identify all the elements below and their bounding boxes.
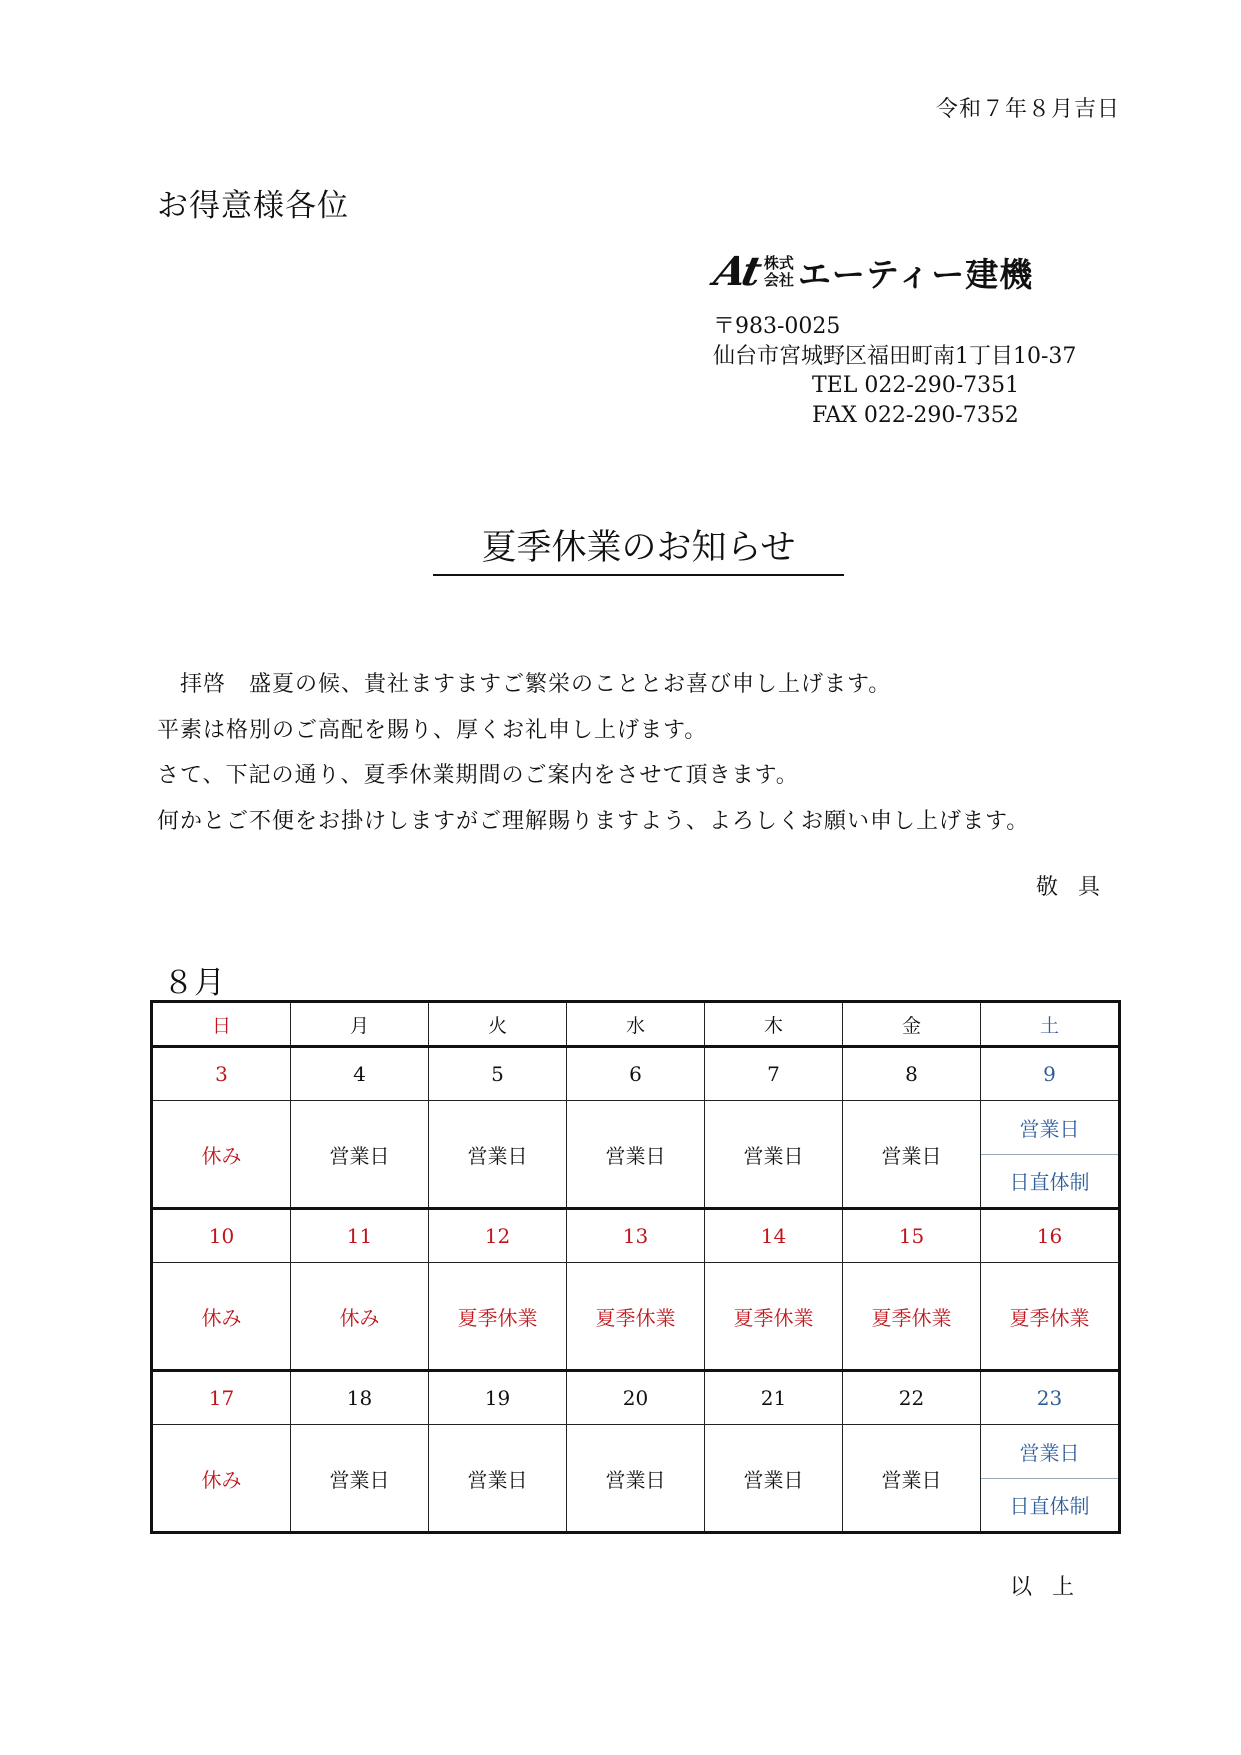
day-number: 13 [567, 1209, 705, 1263]
day-number: 7 [705, 1047, 843, 1101]
day-status: 営業日 [981, 1425, 1118, 1479]
day-number: 21 [705, 1371, 843, 1425]
day-status: 休み [152, 1101, 291, 1209]
calendar-status-row [152, 1101, 1120, 1209]
day-number: 4 [291, 1047, 429, 1101]
calendar-status-row [152, 1263, 1120, 1371]
day-status-split [981, 1425, 1120, 1533]
day-number: 6 [567, 1047, 705, 1101]
calendar-day-row [152, 1047, 1120, 1101]
day-status: 夏季休業 [981, 1263, 1120, 1371]
calendar-month: ８月 [163, 965, 225, 1001]
company-tel: TEL 022-290-7351 [812, 373, 1020, 398]
header-wed: 水 [567, 1002, 705, 1047]
day-status: 休み [291, 1263, 429, 1371]
day-status: 営業日 [705, 1425, 843, 1533]
ijou: 以上 [1010, 1575, 1095, 1600]
page-title: 夏季休業のお知らせ [433, 520, 844, 576]
body-line: 平素は格別のご高配を賜り、厚くお礼申し上げます。 [157, 718, 708, 743]
day-status: 夏季休業 [567, 1263, 705, 1371]
body-line: さて、下記の通り、夏季休業期間のご案内をさせて頂きます。 [157, 763, 799, 788]
day-status: 営業日 [291, 1101, 429, 1209]
company-address: 仙台市宮城野区福田町南1丁目10-37 [713, 344, 1077, 369]
day-status: 営業日 [429, 1425, 567, 1533]
day-status: 休み [152, 1263, 291, 1371]
day-number: 11 [291, 1209, 429, 1263]
document-date: 令和７年８月吉日 [935, 97, 1120, 122]
logo-mark: At [710, 248, 763, 295]
day-status: 営業日 [981, 1101, 1118, 1155]
calendar-header-row [152, 1002, 1120, 1047]
company-logo [710, 248, 1034, 295]
day-number: 14 [705, 1209, 843, 1263]
header-sun: 日 [152, 1002, 291, 1047]
logo-kabushiki: 株式 [763, 254, 794, 272]
day-number: 23 [981, 1371, 1120, 1425]
day-number: 10 [152, 1209, 291, 1263]
day-duty-status: 日直体制 [1009, 1494, 1090, 1519]
day-number: 8 [843, 1047, 981, 1101]
day-number: 3 [152, 1047, 291, 1101]
header-fri: 金 [843, 1002, 981, 1047]
day-status-split [981, 1101, 1120, 1209]
header-tue: 火 [429, 1002, 567, 1047]
day-status: 営業日 [705, 1101, 843, 1209]
postal-code: 〒983-0025 [713, 314, 841, 339]
day-status: 営業日 [291, 1425, 429, 1533]
day-status: 夏季休業 [843, 1263, 981, 1371]
day-duty-status: 日直体制 [1009, 1170, 1090, 1195]
calendar-status-row [152, 1425, 1120, 1533]
calendar-day-row [152, 1371, 1120, 1425]
day-number: 17 [152, 1371, 291, 1425]
day-status: 夏季休業 [429, 1263, 567, 1371]
day-number: 22 [843, 1371, 981, 1425]
holiday-calendar [150, 1000, 1121, 1534]
day-number: 16 [981, 1209, 1120, 1263]
recipient: お得意様各位 [157, 188, 349, 224]
body-line: 拝啓 盛夏の候、貴社ますますご繁栄のこととお喜び申し上げます。 [157, 672, 892, 697]
day-number: 5 [429, 1047, 567, 1101]
header-mon: 月 [291, 1002, 429, 1047]
day-status: 営業日 [843, 1101, 981, 1209]
day-status: 休み [152, 1425, 291, 1533]
body-line: 何かとご不便をお掛けしますがご理解賜りますよう、よろしくお願い申し上げます。 [157, 809, 1030, 834]
day-number: 15 [843, 1209, 981, 1263]
day-status: 夏季休業 [705, 1263, 843, 1371]
day-status: 営業日 [429, 1101, 567, 1209]
day-number: 12 [429, 1209, 567, 1263]
logo-company-name: エーティー建機 [797, 254, 1034, 294]
calendar-day-row [152, 1209, 1120, 1263]
header-thu: 木 [705, 1002, 843, 1047]
day-status: 営業日 [567, 1425, 705, 1533]
day-status: 営業日 [567, 1101, 705, 1209]
header-sat: 土 [981, 1002, 1120, 1047]
logo-kabushiki-kaisha [764, 255, 794, 289]
day-number: 20 [567, 1371, 705, 1425]
day-number: 18 [291, 1371, 429, 1425]
day-number: 19 [429, 1371, 567, 1425]
day-number: 9 [981, 1047, 1120, 1101]
company-fax: FAX 022-290-7352 [812, 403, 1019, 428]
keigu: 敬具 [1036, 875, 1121, 900]
logo-kaisha: 会社 [763, 271, 794, 289]
day-status: 営業日 [843, 1425, 981, 1533]
